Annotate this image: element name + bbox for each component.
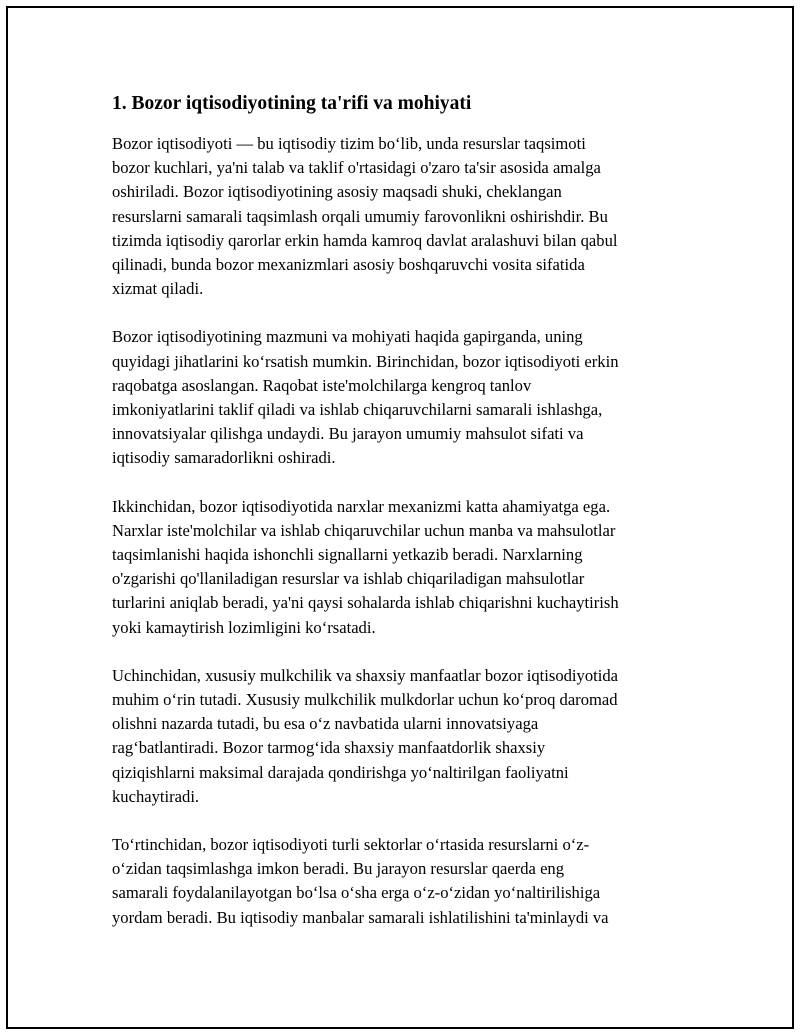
text-line: taqsimlanishi haqida ishonchli signallarni yetkazib beradi. Narxlarning bbox=[112, 545, 583, 565]
text-line: Bozor iqtisodiyotining mazmuni va mohiyati haqida gapirganda, uning bbox=[112, 327, 583, 347]
text-line: tizimda iqtisodiy qarorlar erkin hamda kamroq davlat aralashuvi bilan qabul bbox=[112, 230, 618, 250]
text-line: Bozor iqtisodiyoti — bu iqtisodiy tizim bo‘lib, unda resurslar taqsimoti bbox=[112, 134, 586, 153]
text-line: Narxlar iste'molchilar va ishlab chiqaruvchilar uchun manba va mahsulotlar bbox=[112, 520, 616, 540]
text-line: samarali foydalanilayotgan bo‘lsa o‘sha erga o‘z-o‘zidan yo‘naltirilishiga bbox=[112, 883, 601, 903]
text-line: qilinadi, bunda bozor mexanizmlari asosiy boshqaruvchi vosita sifatida bbox=[112, 255, 585, 275]
text-line: yoki kamaytirish lozimligini ko‘rsatadi. bbox=[112, 617, 376, 637]
text-line: innovatsiyalar qilishga undaydi. Bu jarayon umumiy mahsulot sifati va bbox=[112, 424, 584, 444]
section-heading: 1. Bozor iqtisodiyotining ta'rifi va mohiyati bbox=[112, 93, 472, 114]
text-line: qiziqishlarni maksimal darajada qondirishga yo‘naltirilgan faoliyatni bbox=[112, 762, 569, 782]
text-line: muhim o‘rin tutadi. Xususiy mulkchilik mulkdorlar uchun ko‘proq daromad bbox=[112, 690, 618, 710]
text-line: o‘zidan taqsimlashga imkon beradi. Bu jarayon resurslar qaerda eng bbox=[112, 859, 565, 879]
text-line: rag‘batlantiradi. Bozor tarmog‘ida shaxsiy manfaatdorlik shaxsiy bbox=[112, 738, 546, 758]
text-line: xizmat qiladi. bbox=[112, 279, 204, 299]
text-line: o'zgarishi qo'llaniladigan resurslar va ishlab chiqariladigan mahsulotlar bbox=[112, 569, 585, 589]
paragraph-3 bbox=[112, 495, 672, 640]
paragraph-2 bbox=[112, 325, 672, 470]
text-line: Ikkinchidan, bozor iqtisodiyotida narxlar mexanizmi katta ahamiyatga ega. bbox=[112, 496, 611, 516]
paragraph-4 bbox=[112, 664, 672, 809]
text-line: bozor kuchlari, ya'ni talab va taklif o'rtasidagi o'zaro ta'sir asosida amalga bbox=[112, 158, 601, 178]
text-line: turlarini aniqlab beradi, ya'ni qaysi sohalarda ishlab chiqarishni kuchaytirish bbox=[112, 593, 619, 613]
text-line: To‘rtinchidan, bozor iqtisodiyoti turli sektorlar o‘rtasida resurslarni o‘z- bbox=[112, 835, 590, 855]
text-line: yordam beradi. Bu iqtisodiy manbalar samarali ishlatilishini ta'minlaydi va bbox=[112, 907, 609, 927]
text-line: iqtisodiy samaradorlikni oshiradi. bbox=[112, 448, 336, 468]
text-line: raqobatga asoslangan. Raqobat iste'molchilarga kengroq tanlov bbox=[112, 375, 532, 395]
text-line: kuchaytiradi. bbox=[112, 786, 200, 806]
text-line: resurslarni samarali taqsimlash orqali umumiy farovonlikni oshirishdir. Bu bbox=[112, 206, 608, 226]
text-line: quyidagi jihatlarini ko‘rsatish mumkin. Birinchidan, bozor iqtisodiyoti erkin bbox=[112, 351, 619, 371]
document-body bbox=[112, 90, 672, 954]
paragraph-5 bbox=[112, 833, 672, 930]
text-line: olishni nazarda tutadi, bu esa o‘z navbatida ularni innovatsiyaga bbox=[112, 714, 539, 734]
text-line: oshiriladi. Bozor iqtisodiyotining asosiy maqsadi shuki, cheklangan bbox=[112, 182, 562, 202]
text-line: imkoniyatlarini taklif qiladi va ishlab chiqaruvchilarni samarali ishlashga, bbox=[112, 400, 603, 420]
text-line: Uchinchidan, xususiy mulkchilik va shaxsiy manfaatlar bozor iqtisodiyotida bbox=[112, 665, 619, 685]
paragraph-1 bbox=[112, 132, 672, 301]
